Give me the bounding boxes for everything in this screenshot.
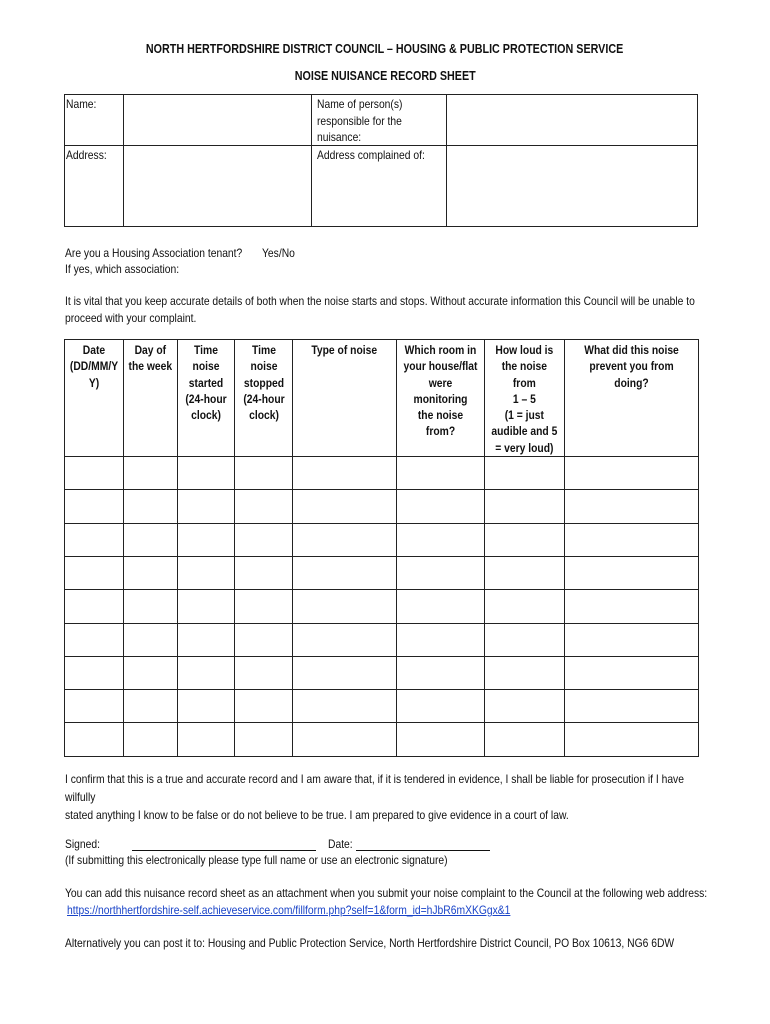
date-label-text: Date:	[328, 837, 353, 851]
table-cell[interactable]	[124, 723, 178, 756]
column-header-time-started	[178, 340, 235, 457]
table-cell[interactable]	[178, 523, 235, 556]
column-header-text: What did this noise prevent you from doing?	[584, 343, 679, 390]
table-cell[interactable]	[485, 723, 565, 756]
submission-text	[65, 885, 770, 902]
noise-record-table	[64, 339, 699, 757]
table-cell[interactable]	[565, 623, 699, 656]
table-header-row	[65, 340, 699, 457]
table-cell[interactable]	[178, 723, 235, 756]
column-header-loudness	[485, 340, 565, 457]
table-row	[65, 556, 699, 589]
table-cell[interactable]	[485, 590, 565, 623]
table-cell[interactable]	[565, 590, 699, 623]
table-cell[interactable]	[565, 457, 699, 490]
name-label	[66, 96, 101, 113]
table-cell[interactable]	[235, 457, 293, 490]
table-cell[interactable]	[565, 690, 699, 723]
table-cell[interactable]	[235, 623, 293, 656]
table-cell[interactable]	[293, 590, 397, 623]
table-cell[interactable]	[293, 457, 397, 490]
responsible-input-cell[interactable]	[447, 95, 697, 145]
table-cell[interactable]	[178, 590, 235, 623]
name-input-cell[interactable]	[124, 95, 311, 145]
table-cell[interactable]	[485, 690, 565, 723]
intro-line: proceed with your complaint.	[65, 311, 197, 325]
table-cell[interactable]	[235, 556, 293, 589]
table-cell[interactable]	[293, 556, 397, 589]
confirmation-line: I confirm that this is a true and accurate record and I am aware that, if it is tendered in evidence, I shall be liable for prosecution if I have wilfully	[65, 772, 684, 804]
column-header-text: Day of the week	[128, 343, 173, 374]
table-cell[interactable]	[65, 556, 124, 589]
table-cell[interactable]	[124, 523, 178, 556]
responsible-label	[317, 96, 416, 146]
table-cell[interactable]	[397, 690, 485, 723]
tenant-question-text: Are you a Housing Association tenant?	[65, 246, 243, 260]
table-cell[interactable]	[565, 523, 699, 556]
table-cell[interactable]	[65, 523, 124, 556]
table-cell[interactable]	[178, 690, 235, 723]
table-cell[interactable]	[565, 723, 699, 756]
tenant-answer[interactable]	[262, 245, 300, 262]
table-cell[interactable]	[397, 556, 485, 589]
table-cell[interactable]	[65, 656, 124, 689]
table-row	[65, 490, 699, 523]
table-row	[65, 623, 699, 656]
table-cell[interactable]	[65, 723, 124, 756]
table-cell[interactable]	[178, 490, 235, 523]
association-question-text: If yes, which association:	[65, 262, 180, 276]
table-row	[65, 457, 699, 490]
signed-label	[65, 836, 106, 853]
table-row	[65, 690, 699, 723]
submission-link[interactable]	[67, 902, 583, 919]
signature-note	[65, 852, 510, 869]
responsible-label-line: responsible for the	[317, 113, 402, 128]
table-cell[interactable]	[485, 556, 565, 589]
table-cell[interactable]	[124, 556, 178, 589]
table-cell[interactable]	[397, 656, 485, 689]
confirmation-line: stated anything I know to be false or do not believe to be true. I am prepared to give evidence in a court of law.	[65, 808, 569, 822]
table-cell[interactable]	[565, 556, 699, 589]
table-cell[interactable]	[293, 723, 397, 756]
table-cell[interactable]	[65, 490, 124, 523]
column-header-noise-type	[293, 340, 397, 457]
table-cell[interactable]	[65, 623, 124, 656]
table-row	[65, 590, 699, 623]
table-row	[65, 723, 699, 756]
table-cell[interactable]	[485, 656, 565, 689]
postal-address	[65, 935, 770, 952]
address-label-text: Address:	[66, 148, 107, 162]
complained-address-input-cell[interactable]	[447, 146, 697, 226]
address-label	[66, 147, 113, 164]
date-field[interactable]	[356, 838, 490, 851]
column-header-text: Time noise started (24-hour clock)	[185, 343, 227, 423]
table-cell[interactable]	[235, 523, 293, 556]
responsible-label-line: Name of person(s)	[317, 97, 403, 111]
column-header-text: Type of noise	[311, 343, 378, 357]
signed-label-text: Signed:	[65, 837, 101, 851]
table-cell[interactable]	[178, 556, 235, 589]
column-header-room	[397, 340, 485, 457]
table-row	[65, 523, 699, 556]
column-header-text: Which room in your house/flat were monitoring the noise from?	[403, 343, 478, 439]
intro-line: It is vital that you keep accurate details of both when the noise starts and stops. Without accurate information this Council will be unable to	[65, 294, 695, 308]
table-cell[interactable]	[124, 656, 178, 689]
complained-label	[317, 147, 442, 164]
details-table	[64, 94, 698, 227]
signature-note-text: (If submitting this electronically please type full name or use an electronic signature)	[65, 853, 448, 867]
page-subtitle	[0, 69, 770, 83]
table-cell[interactable]	[397, 457, 485, 490]
table-row	[65, 656, 699, 689]
responsible-label-line: nuisance:	[317, 130, 362, 144]
table-cell[interactable]	[293, 656, 397, 689]
table-cell[interactable]	[235, 490, 293, 523]
table-cell[interactable]	[397, 590, 485, 623]
column-header-day	[124, 340, 178, 457]
submission-text-line: You can add this nuisance record sheet as an attachment when you submit your noise complaint to the Council at the following web address:	[65, 886, 708, 900]
table-cell[interactable]	[124, 623, 178, 656]
table-cell[interactable]	[397, 523, 485, 556]
table-cell[interactable]	[235, 723, 293, 756]
association-question	[65, 261, 198, 278]
table-cell[interactable]	[124, 690, 178, 723]
table-cell[interactable]	[397, 723, 485, 756]
date-label	[328, 836, 357, 853]
tenant-answer-text: Yes/No	[262, 246, 295, 260]
table-cell[interactable]	[293, 690, 397, 723]
table-cell[interactable]	[293, 623, 397, 656]
table-cell[interactable]	[565, 490, 699, 523]
page-title	[0, 42, 770, 56]
postal-address-text: Alternatively you can post it to: Housing and Public Protection Service, North Hertfordshire District Council, PO Box 10613, NG6 6DW	[65, 936, 675, 950]
page-subtitle-text: NOISE NUISANCE RECORD SHEET	[294, 69, 476, 83]
table-cell[interactable]	[124, 490, 178, 523]
table-cell[interactable]	[485, 490, 565, 523]
address-input-cell[interactable]	[124, 146, 311, 226]
table-cell[interactable]	[485, 623, 565, 656]
column-header-text: How loud is the noise from 1 – 5 (1 = just audible and 5 = very loud)	[491, 343, 558, 455]
table-body	[65, 457, 699, 757]
confirmation-paragraph	[65, 770, 705, 824]
table-cell[interactable]	[124, 590, 178, 623]
table-cell[interactable]	[565, 656, 699, 689]
column-header-time-stopped	[235, 340, 293, 457]
table-cell[interactable]	[397, 623, 485, 656]
table-cell[interactable]	[235, 590, 293, 623]
table-cell[interactable]	[65, 690, 124, 723]
table-cell[interactable]	[235, 656, 293, 689]
table-cell[interactable]	[485, 457, 565, 490]
tenant-question	[65, 245, 271, 262]
table-cell[interactable]	[65, 457, 124, 490]
table-cell[interactable]	[293, 523, 397, 556]
table-cell[interactable]	[124, 457, 178, 490]
submission-link-text[interactable]: https://northhertfordshire-self.achieveservice.com/fillform.php?self=1&form_id=hJbR6mXKGgx&1	[67, 903, 511, 917]
table-cell[interactable]	[485, 523, 565, 556]
table-cell[interactable]	[178, 623, 235, 656]
column-header-text: Time noise stopped (24-hour clock)	[242, 343, 285, 423]
table-cell[interactable]	[397, 490, 485, 523]
table-cell[interactable]	[178, 457, 235, 490]
intro-paragraph	[65, 293, 705, 327]
column-header-prevented	[565, 340, 699, 457]
table-cell[interactable]	[65, 590, 124, 623]
name-label-text: Name:	[66, 97, 97, 111]
column-header-date	[65, 340, 124, 457]
table-cell[interactable]	[235, 690, 293, 723]
details-divider	[311, 95, 312, 226]
table-cell[interactable]	[178, 656, 235, 689]
table-cell[interactable]	[293, 490, 397, 523]
signature-field[interactable]	[132, 838, 316, 851]
column-header-text: Date (DD/MM/Y Y)	[69, 343, 119, 390]
complained-label-text: Address complained of:	[317, 148, 425, 162]
page-title-text: NORTH HERTFORDSHIRE DISTRICT COUNCIL – HOUSING & PUBLIC PROTECTION SERVICE	[146, 42, 624, 56]
